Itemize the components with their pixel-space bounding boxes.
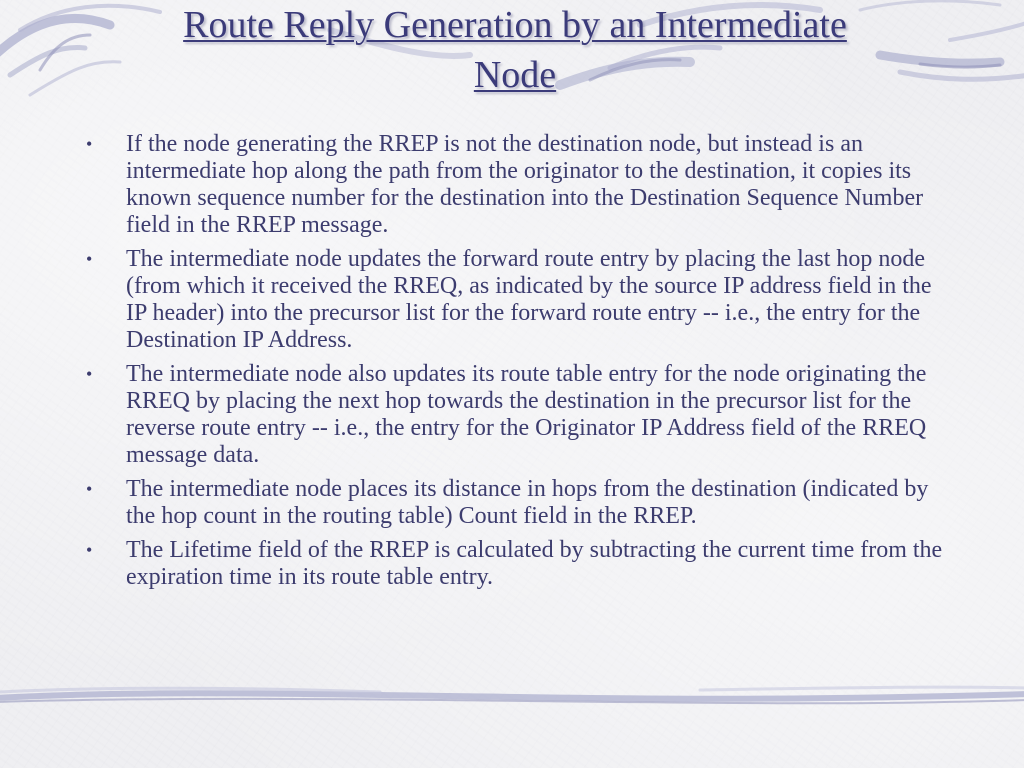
- bullet-icon: •: [86, 479, 93, 499]
- bullet-icon: •: [86, 249, 93, 269]
- bullet-text: If the node generating the RREP is not the destination node, but instead is an intermediate hop along the path from the originator to the destination, it copies its known sequence number for the destination into the Destination Sequence Number field in the RREP message.: [126, 131, 924, 238]
- bullet-icon: •: [86, 364, 93, 384]
- bullet-item: [84, 131, 946, 239]
- decorative-swirl-bottom: [0, 680, 1024, 720]
- slide-title-line1: Route Reply Generation by an Intermediate: [183, 4, 847, 46]
- slide-title-line2: Node: [473, 54, 557, 96]
- bullet-item: [84, 476, 946, 530]
- bullet-text: The intermediate node also updates its route table entry for the node originating the RREQ by placing the next hop towards the destination in the precursor list for the reverse route entry -- i.e., the entry for the Originator IP Address field of the RREQ message data.: [126, 361, 927, 468]
- bullet-item: [84, 537, 946, 591]
- bullet-text: The intermediate node places its distance in hops from the destination (indicated by the hop count in the routing table) Count field in the RREP.: [126, 476, 929, 529]
- slide-title: [60, 0, 970, 100]
- bullet-list: [84, 131, 946, 598]
- bullet-icon: •: [86, 540, 93, 560]
- bullet-item: [84, 246, 946, 354]
- bullet-text: The Lifetime field of the RREP is calculated by subtracting the current time from the expiration time in its route table entry.: [126, 537, 943, 590]
- bullet-item: [84, 361, 946, 469]
- bullet-text: The intermediate node updates the forward route entry by placing the last hop node (from which it received the RREQ, as indicated by the source IP address field in the IP header) into the precursor list for the forward route entry -- i.e., the entry for the Destination IP Address.: [126, 246, 932, 353]
- bullet-icon: •: [86, 134, 93, 154]
